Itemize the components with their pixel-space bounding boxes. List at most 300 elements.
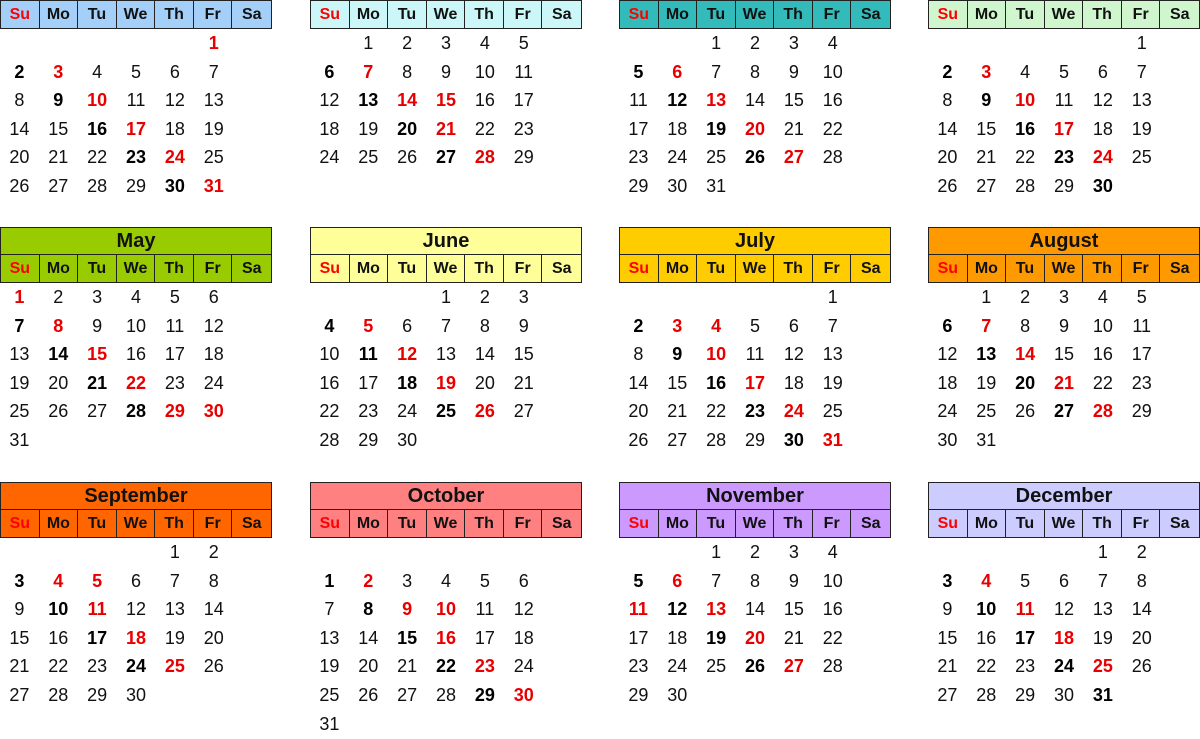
month-title: July: [619, 227, 891, 254]
day-cell: 15: [667, 372, 688, 393]
day-cell: 16: [706, 372, 727, 393]
day-grid: [310, 538, 582, 738]
empty-cell: [349, 538, 388, 567]
weekday-label: Tu: [78, 1, 117, 28]
empty-cell: [658, 538, 697, 567]
weekday-label: Th: [465, 510, 504, 537]
month-block: [928, 227, 1200, 455]
day-cell: 25: [822, 401, 843, 422]
month-title: May: [0, 227, 272, 254]
day-cell: 14: [1015, 344, 1036, 365]
weekday-header: [619, 254, 891, 283]
empty-cell: [310, 538, 349, 567]
day-grid: [310, 283, 582, 455]
weekday-label: Su: [620, 1, 659, 28]
day-cell: 9: [788, 570, 799, 591]
day-cell: 14: [48, 344, 69, 365]
day-cell: 6: [131, 570, 142, 591]
weekday-label: Fr: [504, 255, 543, 282]
weekday-label: Sa: [551, 6, 572, 23]
day-cell: 8: [633, 344, 644, 365]
day-cell: 10: [1092, 315, 1113, 336]
weekday-label: We: [427, 510, 466, 537]
empty-cell: [1006, 538, 1045, 567]
day-cell: 6: [672, 570, 683, 591]
day-cell: 5: [479, 570, 490, 591]
day-cell: 28: [125, 401, 147, 422]
weekday-label: Mo: [40, 1, 79, 28]
day-cell: 2: [1020, 287, 1031, 307]
day-cell: 17: [164, 344, 185, 365]
day-cell: 18: [164, 118, 185, 139]
day-cell: 1: [441, 287, 452, 307]
day-cell: 1: [1136, 33, 1147, 53]
day-cell: 17: [628, 118, 649, 139]
day-cell: 14: [358, 627, 379, 648]
day-cell: 1: [324, 570, 335, 591]
day-cell: 15: [9, 627, 30, 648]
day-cell: 29: [87, 684, 108, 705]
day-cell: 5: [518, 33, 529, 53]
day-cell: 1: [827, 287, 838, 307]
weekday-label: Fr: [194, 1, 233, 28]
day-cell: 24: [164, 147, 185, 168]
day-cell: 19: [976, 372, 997, 393]
day-cell: 30: [667, 175, 688, 196]
day-cell: 18: [667, 627, 688, 648]
day-cell: 27: [397, 684, 418, 705]
weekday-label: Sa: [241, 6, 262, 23]
day-cell: 16: [1015, 118, 1036, 139]
day-cell: 8: [53, 315, 64, 336]
day-cell: 26: [1131, 656, 1152, 677]
day-cell: 25: [706, 147, 727, 168]
day-cell: 16: [474, 90, 495, 111]
month-block: [619, 227, 891, 455]
day-cell: 19: [203, 118, 224, 139]
day-cell: 22: [48, 656, 69, 677]
day-cell: 8: [363, 599, 374, 620]
day-cell: 11: [1132, 315, 1152, 336]
day-cell: 20: [744, 118, 766, 139]
day-cell: 25: [976, 401, 997, 422]
weekday-label: Fr: [194, 255, 233, 282]
day-cell: 14: [744, 90, 766, 111]
day-cell: 24: [667, 656, 688, 677]
day-cell: 23: [1053, 147, 1075, 168]
empty-cell: [349, 283, 388, 312]
day-cell: 28: [822, 147, 843, 168]
day-cell: 8: [942, 90, 953, 111]
day-cell: 20: [9, 147, 30, 168]
day-cell: 11: [358, 344, 378, 365]
weekday-label: Tu: [388, 510, 427, 537]
day-cell: 17: [1015, 627, 1036, 648]
weekday-label: Th: [1083, 510, 1122, 537]
day-cell: 16: [87, 118, 108, 139]
day-cell: 28: [706, 429, 727, 450]
day-cell: 18: [319, 118, 340, 139]
day-cell: 25: [9, 401, 30, 422]
day-cell: 29: [628, 684, 649, 705]
empty-cell: [0, 538, 39, 567]
day-cell: 2: [633, 315, 644, 336]
empty-cell: [619, 283, 658, 312]
day-cell: 5: [1020, 570, 1031, 591]
day-cell: 18: [203, 344, 224, 365]
weekday-label: Fr: [1122, 1, 1161, 28]
day-cell: 13: [706, 90, 727, 111]
day-cell: 2: [14, 61, 25, 82]
day-cell: 5: [131, 61, 142, 82]
day-cell: 16: [48, 627, 69, 648]
day-cell: 14: [937, 118, 958, 139]
day-cell: 19: [822, 372, 843, 393]
weekday-label: Su: [311, 1, 350, 28]
day-cell: 2: [208, 542, 219, 562]
day-cell: 23: [628, 656, 649, 677]
day-cell: 29: [628, 175, 649, 196]
day-cell: 26: [937, 175, 958, 196]
day-cell: 9: [981, 90, 992, 111]
weekday-label: Fr: [813, 1, 852, 28]
day-cell: 3: [1059, 287, 1070, 307]
day-cell: 22: [822, 627, 843, 648]
day-cell: 5: [363, 315, 374, 336]
day-cell: 6: [402, 315, 413, 336]
weekday-label: Th: [1083, 255, 1122, 282]
day-cell: 15: [513, 344, 534, 365]
weekday-label: Su: [311, 510, 350, 537]
day-cell: 13: [1131, 90, 1152, 111]
day-cell: 9: [942, 599, 953, 620]
day-cell: 25: [358, 147, 379, 168]
empty-cell: [465, 538, 504, 567]
day-cell: 24: [667, 147, 688, 168]
month-title: November: [619, 482, 891, 509]
month-title: August: [928, 227, 1200, 254]
day-cell: 9: [1059, 315, 1070, 336]
day-grid: [310, 29, 582, 172]
day-cell: 7: [169, 570, 180, 591]
day-cell: 13: [1092, 599, 1113, 620]
weekday-label: Tu: [1006, 255, 1045, 282]
day-cell: 20: [937, 147, 958, 168]
day-cell: 21: [435, 118, 457, 139]
day-cell: 25: [706, 656, 727, 677]
day-cell: 13: [358, 90, 379, 111]
day-cell: 12: [1092, 90, 1113, 111]
day-cell: 28: [1015, 175, 1036, 196]
day-cell: 9: [14, 599, 25, 620]
weekday-label: Mo: [659, 255, 698, 282]
day-cell: 14: [397, 90, 418, 111]
day-cell: 8: [402, 61, 413, 82]
day-cell: 3: [788, 542, 799, 562]
day-grid: [928, 283, 1200, 455]
day-cell: 18: [1053, 627, 1075, 648]
weekday-label: Sa: [860, 260, 881, 277]
day-cell: 30: [1053, 684, 1075, 705]
weekday-label: Mo: [350, 1, 389, 28]
weekday-label: Tu: [1006, 510, 1045, 537]
weekday-header: [928, 254, 1200, 283]
empty-cell: [310, 283, 349, 312]
day-grid: [0, 29, 272, 201]
weekday-header: [619, 0, 891, 29]
day-cell: 11: [514, 61, 534, 82]
day-grid: [0, 283, 272, 455]
day-cell: 26: [358, 684, 379, 705]
weekday-label: Mo: [40, 255, 79, 282]
day-cell: 30: [397, 429, 418, 450]
month-block: [928, 482, 1200, 710]
day-cell: 29: [1053, 175, 1075, 196]
day-cell: 2: [750, 33, 761, 53]
day-cell: 2: [942, 61, 953, 82]
day-cell: 8: [208, 570, 219, 591]
month-block: [619, 0, 891, 201]
day-cell: 14: [203, 599, 224, 620]
day-cell: 16: [822, 90, 843, 111]
day-cell: 26: [397, 147, 418, 168]
day-cell: 10: [319, 344, 340, 365]
month-block: [619, 482, 891, 710]
day-cell: 11: [126, 90, 146, 111]
weekday-label: Su: [1, 1, 40, 28]
day-cell: 3: [942, 570, 953, 591]
day-cell: 1: [981, 287, 992, 307]
day-cell: 8: [750, 570, 761, 591]
day-cell: 15: [783, 90, 804, 111]
day-cell: 20: [358, 656, 379, 677]
day-cell: 12: [937, 344, 958, 365]
empty-cell: [117, 29, 156, 58]
month-block: [310, 482, 582, 738]
day-cell: 13: [203, 90, 224, 111]
empty-cell: [658, 29, 697, 58]
day-cell: 10: [48, 599, 69, 620]
weekday-label: We: [427, 255, 466, 282]
day-cell: 28: [87, 175, 108, 196]
weekday-label: We: [736, 255, 775, 282]
day-cell: 25: [1092, 656, 1113, 677]
day-cell: 3: [518, 287, 529, 307]
empty-cell: [39, 538, 78, 567]
day-cell: 25: [203, 147, 224, 168]
day-cell: 24: [319, 147, 340, 168]
weekday-label: Sa: [1169, 260, 1190, 277]
day-cell: 30: [203, 401, 224, 422]
day-cell: 26: [628, 429, 649, 450]
empty-cell: [1083, 29, 1122, 58]
day-cell: 10: [125, 315, 147, 336]
day-cell: 10: [706, 344, 727, 365]
day-cell: 17: [474, 627, 495, 648]
month-title: September: [0, 482, 272, 509]
day-cell: 21: [87, 372, 108, 393]
weekday-label: Th: [155, 510, 194, 537]
day-cell: 12: [203, 315, 224, 336]
day-cell: 7: [1097, 570, 1108, 591]
day-cell: 5: [1136, 287, 1147, 307]
weekday-label: Mo: [40, 510, 79, 537]
day-cell: 24: [783, 401, 804, 422]
day-cell: 12: [667, 90, 688, 111]
weekday-header: [928, 509, 1200, 538]
month-block: [0, 482, 272, 710]
day-cell: 26: [744, 147, 766, 168]
weekday-label: Fr: [194, 510, 233, 537]
weekday-label: Fr: [504, 1, 543, 28]
day-grid: [0, 538, 272, 710]
day-cell: 18: [667, 118, 688, 139]
day-cell: 24: [125, 656, 147, 677]
day-cell: 4: [827, 542, 838, 562]
day-cell: 21: [1053, 372, 1075, 393]
day-cell: 21: [48, 147, 69, 168]
day-cell: 15: [48, 118, 69, 139]
day-cell: 4: [324, 315, 335, 336]
day-cell: 21: [667, 401, 688, 422]
day-cell: 22: [822, 118, 843, 139]
day-cell: 2: [479, 287, 490, 307]
day-cell: 6: [1097, 61, 1108, 82]
day-cell: 11: [628, 599, 648, 620]
day-cell: 15: [976, 118, 997, 139]
day-cell: 15: [87, 344, 108, 365]
day-cell: 4: [1097, 287, 1108, 307]
day-cell: 20: [474, 372, 495, 393]
day-cell: 7: [14, 315, 25, 336]
weekday-label: Th: [1083, 1, 1122, 28]
day-cell: 30: [667, 684, 688, 705]
weekday-header: [0, 254, 272, 283]
day-cell: 22: [1092, 372, 1113, 393]
day-cell: 29: [164, 401, 185, 422]
day-cell: 7: [363, 61, 374, 82]
day-cell: 30: [513, 684, 534, 705]
day-cell: 22: [474, 118, 495, 139]
day-cell: 16: [435, 627, 457, 648]
empty-cell: [504, 538, 543, 567]
day-cell: 11: [745, 344, 765, 365]
day-cell: 5: [633, 61, 644, 82]
empty-cell: [619, 29, 658, 58]
day-cell: 4: [92, 61, 103, 82]
day-cell: 21: [397, 656, 418, 677]
day-cell: 7: [441, 315, 452, 336]
day-cell: 22: [319, 401, 340, 422]
empty-cell: [1006, 29, 1045, 58]
weekday-label: We: [117, 1, 156, 28]
day-cell: 23: [474, 656, 495, 677]
day-cell: 21: [783, 627, 804, 648]
day-cell: 21: [976, 147, 997, 168]
day-cell: 6: [672, 61, 683, 82]
weekday-label: Tu: [78, 255, 117, 282]
day-cell: 6: [518, 570, 529, 591]
day-cell: 14: [9, 118, 30, 139]
day-cell: 13: [319, 627, 340, 648]
day-cell: 21: [937, 656, 958, 677]
day-cell: 21: [513, 372, 534, 393]
day-cell: 1: [208, 33, 219, 53]
weekday-label: Sa: [241, 515, 262, 532]
weekday-label: Sa: [1169, 6, 1190, 23]
empty-cell: [736, 283, 775, 312]
day-cell: 30: [125, 684, 147, 705]
day-grid: [619, 283, 891, 455]
day-cell: 28: [474, 147, 495, 168]
day-cell: 29: [474, 684, 495, 705]
month-title: June: [310, 227, 582, 254]
weekday-header: [0, 0, 272, 29]
weekday-label: Sa: [551, 260, 572, 277]
day-cell: 4: [981, 570, 992, 591]
day-cell: 6: [324, 61, 335, 82]
day-cell: 19: [1092, 627, 1113, 648]
empty-cell: [78, 29, 117, 58]
weekday-label: Sa: [860, 6, 881, 23]
weekday-label: Su: [929, 1, 968, 28]
day-cell: 25: [164, 656, 185, 677]
empty-cell: [967, 538, 1006, 567]
empty-cell: [967, 29, 1006, 58]
day-cell: 20: [48, 372, 69, 393]
weekday-label: Su: [620, 255, 659, 282]
day-cell: 2: [402, 33, 413, 53]
weekday-header: [310, 254, 582, 283]
weekday-label: Fr: [813, 510, 852, 537]
day-cell: 17: [628, 627, 649, 648]
weekday-label: We: [117, 510, 156, 537]
day-cell: 23: [87, 656, 108, 677]
day-cell: 8: [479, 315, 490, 336]
day-cell: 19: [1131, 118, 1152, 139]
day-cell: 27: [783, 656, 804, 677]
day-cell: 22: [706, 401, 727, 422]
day-cell: 30: [937, 429, 958, 450]
day-cell: 26: [744, 656, 766, 677]
empty-cell: [928, 283, 967, 312]
day-cell: 13: [9, 344, 30, 365]
day-cell: 23: [125, 147, 147, 168]
day-cell: 26: [474, 401, 495, 422]
day-cell: 4: [131, 287, 142, 307]
day-cell: 31: [1092, 684, 1113, 705]
day-cell: 7: [981, 315, 992, 336]
day-cell: 27: [513, 401, 534, 422]
weekday-label: Fr: [813, 255, 852, 282]
day-cell: 14: [744, 599, 766, 620]
day-cell: 31: [976, 429, 997, 450]
weekday-label: Tu: [1006, 1, 1045, 28]
day-cell: 24: [397, 401, 418, 422]
weekday-label: Mo: [350, 255, 389, 282]
day-cell: 10: [822, 61, 843, 82]
month-block: [310, 227, 582, 455]
weekday-label: Su: [929, 510, 968, 537]
day-cell: 18: [125, 627, 147, 648]
day-cell: 17: [1131, 344, 1152, 365]
day-cell: 1: [169, 542, 180, 562]
empty-cell: [0, 29, 39, 58]
weekday-label: Tu: [388, 255, 427, 282]
empty-cell: [388, 538, 427, 567]
day-cell: 5: [92, 570, 103, 591]
month-block: [0, 0, 272, 201]
